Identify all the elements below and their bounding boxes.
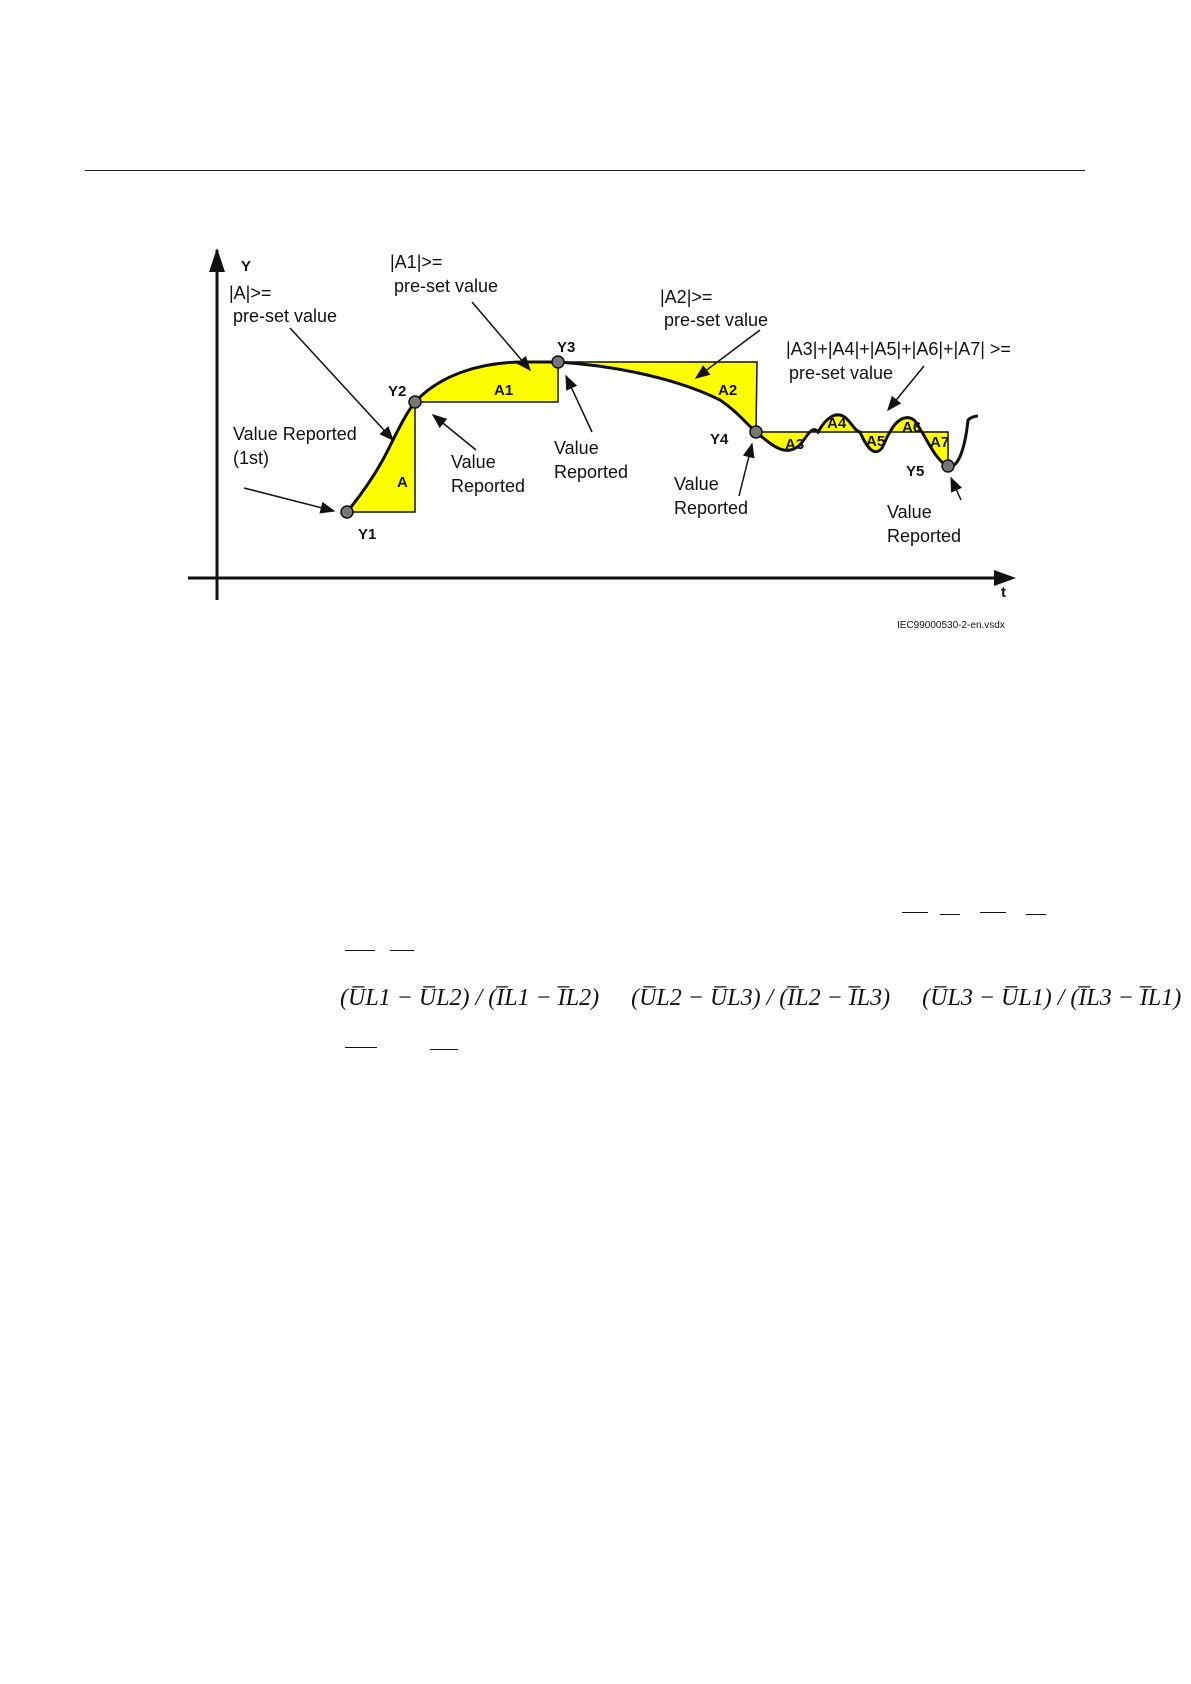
note-a-line1: |A|>= <box>229 283 272 303</box>
arrow-a1-note <box>472 302 530 370</box>
formula-term-3: (U̅L3 − U̅L1) / (I̅L3 − I̅L1) <box>922 985 1182 1011</box>
note-asum-line2: pre-set value <box>789 363 894 383</box>
formula-term-2: (U̅L2 − U̅L3) / (I̅L2 − I̅L3) <box>631 985 891 1011</box>
note-a1-line2: pre-set value <box>394 276 499 296</box>
label-y3: Y3 <box>557 339 576 356</box>
figure-source-id: IEC99000530-2-en.vsdx <box>897 620 1005 631</box>
t-axis-label: t <box>1001 584 1006 601</box>
note-a2-line2: pre-set value <box>664 310 769 330</box>
label-area-a2: A2 <box>718 382 738 399</box>
arrow-asum-note <box>888 366 924 410</box>
impedance-formula <box>340 985 1191 1012</box>
label-y2: Y2 <box>388 383 407 400</box>
note-y5-reported: Reported <box>887 526 962 546</box>
y-axis-arrowhead <box>209 248 225 272</box>
overbar-1 <box>902 912 928 913</box>
label-y5: Y5 <box>906 463 925 480</box>
label-area-a4: A4 <box>827 415 847 432</box>
note-y2-reported: Reported <box>451 476 526 496</box>
note-a2-line1: |A2|>= <box>660 287 713 307</box>
arrow-y3-reported <box>566 376 592 432</box>
deadband-diagram <box>0 0 1191 680</box>
y-axis-label: Y <box>241 258 252 275</box>
area-a1 <box>415 362 558 402</box>
note-a-line2: pre-set value <box>233 306 338 326</box>
point-y5 <box>942 460 954 472</box>
arrow-y2-reported <box>433 415 476 450</box>
overbar-3 <box>980 912 1006 913</box>
label-area-a3: A3 <box>785 436 805 453</box>
label-area-a7: A7 <box>930 434 950 451</box>
label-area-a: A <box>397 474 408 491</box>
label-area-a5: A5 <box>866 433 886 450</box>
note-y5-value: Value <box>887 502 932 522</box>
note-y3-value: Value <box>554 438 599 458</box>
overbar-4 <box>1026 914 1046 915</box>
label-y1: Y1 <box>358 526 377 543</box>
arrow-first-reported <box>244 488 334 511</box>
point-y3 <box>552 356 564 368</box>
overbar-2 <box>940 914 960 915</box>
note-y3-reported: Reported <box>554 462 629 482</box>
note-y4-reported: Reported <box>674 498 749 518</box>
note-a1-line1: |A1|>= <box>390 252 443 272</box>
note-y2-value: Value <box>451 452 496 472</box>
point-y4 <box>750 426 762 438</box>
note-value-reported-first-l1: Value Reported <box>233 424 357 444</box>
note-asum-line1: |A3|+|A4|+|A5|+|A6|+|A7| >= <box>786 339 1011 359</box>
arrow-y5-reported <box>951 478 961 500</box>
point-y1 <box>341 506 353 518</box>
arrow-y4-reported <box>739 444 752 496</box>
note-y4-value: Value <box>674 474 719 494</box>
label-y4: Y4 <box>710 431 729 448</box>
overbar-5 <box>345 950 375 951</box>
label-area-a6: A6 <box>902 419 922 436</box>
overbar-8 <box>430 1049 458 1050</box>
formula-term-1: (U̅L1 − U̅L2) / (I̅L1 − I̅L2) <box>340 985 600 1011</box>
overbar-7 <box>345 1047 377 1048</box>
point-y2 <box>409 396 421 408</box>
label-area-a1: A1 <box>494 382 514 399</box>
note-value-reported-first-l2: (1st) <box>233 448 269 468</box>
overbar-6 <box>390 950 414 951</box>
